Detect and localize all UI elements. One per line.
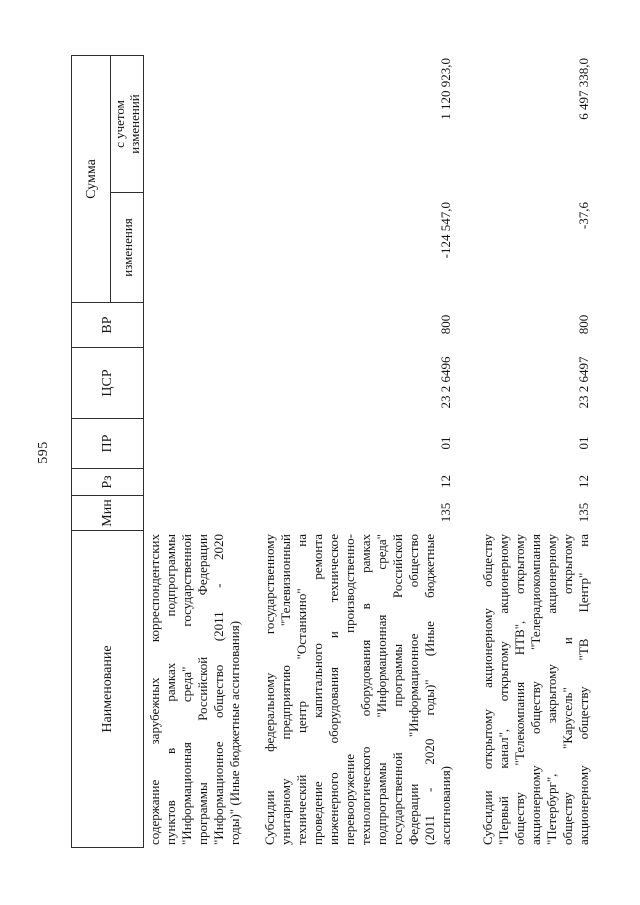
cell-rz: 12 xyxy=(576,475,591,488)
cell-vr: 800 xyxy=(576,314,591,335)
table-row xyxy=(480,55,592,848)
text-line: Федерации "Информационное общество xyxy=(406,534,421,845)
cell-s-uchetom: 1 120 923,0 xyxy=(438,58,453,120)
column-header-summa: Сумма xyxy=(71,55,111,303)
column-header-vr: ВР xyxy=(71,302,144,348)
table-header xyxy=(71,55,144,848)
text-line: (2011 - 2020 годы)" (Иные бюджетные xyxy=(422,534,437,845)
row-name-cell xyxy=(262,530,454,848)
cell-csr: 23 2 6496 xyxy=(438,356,453,409)
cell-rz: 12 xyxy=(438,475,453,488)
column-header-s-uchetom-label: с учетом изменений xyxy=(112,94,142,154)
text-line: государственной программы Российской xyxy=(390,534,405,845)
text-line: перевооружение производственно- xyxy=(342,534,357,845)
cell-izmeneniya: -37,6 xyxy=(576,202,591,230)
column-header-s-uchetom xyxy=(110,55,144,193)
text-line: унитарному предприятию "Телевизионный xyxy=(278,534,293,845)
column-header-pr: ПР xyxy=(71,418,144,469)
cell-min: 135 xyxy=(438,502,453,523)
column-header-csr: ЦСР xyxy=(71,347,144,419)
column-header-izmeneniya: изменения xyxy=(110,192,144,303)
cell-csr: 23 2 6497 xyxy=(576,356,591,409)
text-line: годы)" (Иные бюджетные ассигнования) xyxy=(227,620,242,845)
cell-vr: 800 xyxy=(438,314,453,335)
cell-min: 135 xyxy=(576,502,591,523)
row-name-cell xyxy=(480,530,592,848)
text-line: технический центр "Останкино" на xyxy=(294,534,309,845)
text-line: Субсидии федеральному государственному xyxy=(262,534,277,845)
cell-pr: 01 xyxy=(438,436,453,450)
row-name-cell xyxy=(147,530,243,848)
text-line: "Первый канал", открытому акционерному xyxy=(496,534,511,845)
text-line: "Петербург", закрытому акционерному xyxy=(544,534,559,845)
text-line: "Информационное общество (2011 - 2020 xyxy=(211,534,226,845)
text-line: обществу "Карусель" и открытому xyxy=(560,534,575,845)
column-header-min: Мин xyxy=(71,495,144,531)
text-line: инженерного оборудования и техническое xyxy=(326,534,341,845)
text-line: "Информационная среда" государственной xyxy=(179,534,194,845)
cell-pr: 01 xyxy=(576,436,591,450)
text-line: Субсидии открытому акционерному обществу xyxy=(480,534,495,845)
text-line: программы Российской Федерации xyxy=(195,534,210,845)
text-line: проведение капитального ремонта xyxy=(310,534,325,845)
table-row xyxy=(147,55,243,848)
text-line: акционерному обществу "Телерадиокомпания xyxy=(528,534,543,845)
page-number: 595 xyxy=(36,441,51,464)
table-row xyxy=(262,55,454,848)
cell-s-uchetom: 6 497 338,0 xyxy=(576,58,591,120)
text-line: подпрограммы "Информационная среда" xyxy=(374,534,389,845)
text-line: технологического оборудования в рамках xyxy=(358,534,373,845)
text-line: акционерному обществу "ТВ Центр" на xyxy=(576,534,591,845)
text-line: ассигнования) xyxy=(438,765,453,845)
text-line: пунктов в рамках подпрограммы xyxy=(163,534,178,845)
column-header-name: Наименование xyxy=(71,530,144,848)
text-line: обществу "Телекомпания НТВ", открытому xyxy=(512,534,527,845)
cell-izmeneniya: -124 547,0 xyxy=(438,202,453,259)
text-line: содержание зарубежных корреспондентских xyxy=(147,534,162,845)
column-header-rz: Рз xyxy=(71,468,144,496)
